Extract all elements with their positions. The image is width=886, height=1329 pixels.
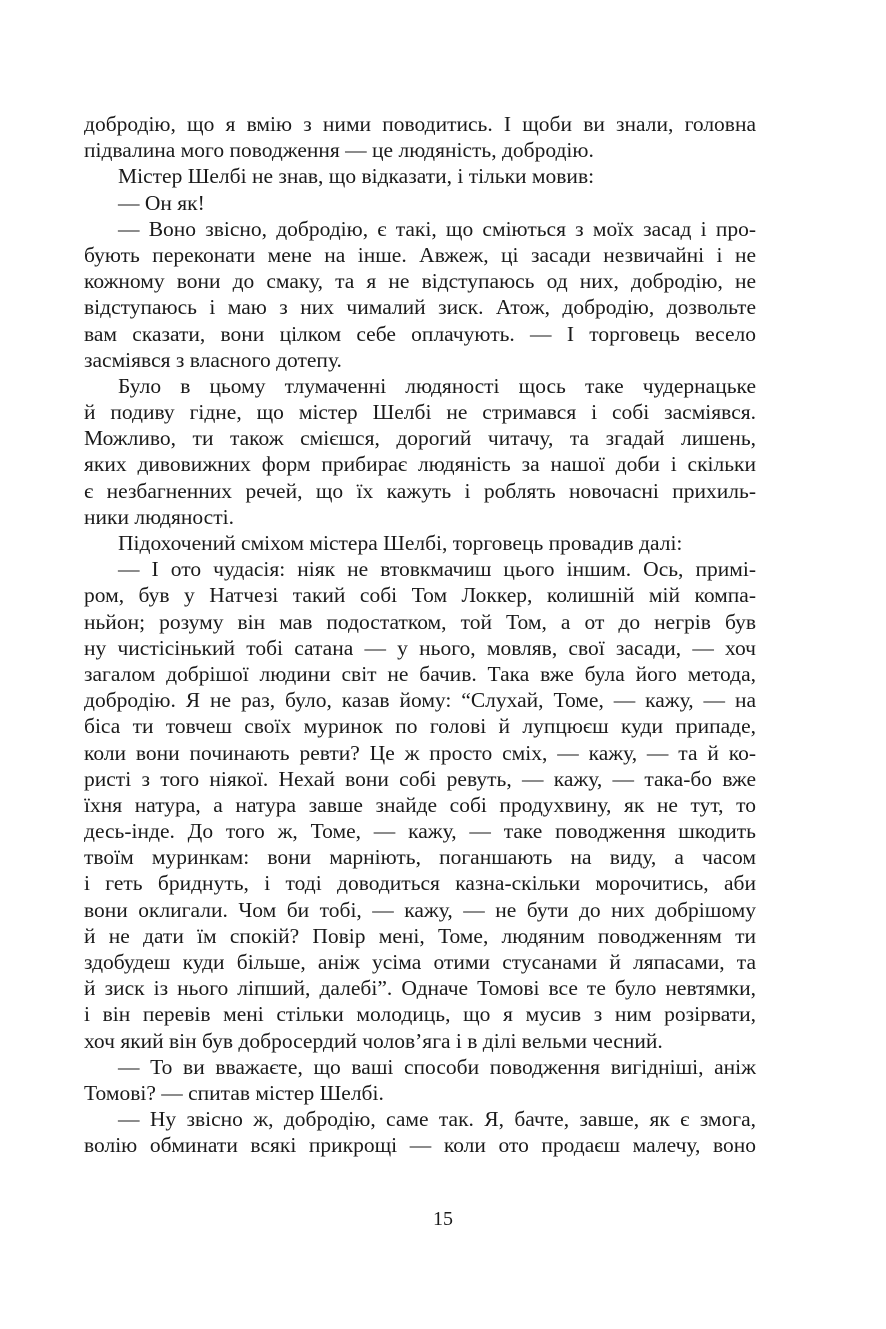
text-line: біса ти товчеш своїх муринок по голові й лупцюєш куди припаде, [84, 714, 756, 739]
text-line: яких дивовижних форм прибирає людяність за нашої доби і скільки [84, 452, 756, 477]
text-line: волію обминати всякі прикрощі — коли ото продаєш малечу, воно [84, 1133, 756, 1158]
text-line: ристі з того ніякої. Нехай вони собі ревуть, — кажу, — така-бо вже [84, 766, 756, 791]
text-line: засміявся з власного дотепу. [84, 347, 342, 372]
text-line: ром, був у Натчезі такий собі Том Локкер, колишній мій компа- [84, 583, 756, 608]
text-line: Можливо, ти також смієшся, дорогий читачу, та згадай лишень, [84, 426, 756, 451]
text-line: є незбагненних речей, що їх кажуть і роблять новочасні прихиль- [84, 478, 756, 503]
text-line: Було в цьому тлумаченні людяності щось таке чудернацьке [118, 373, 756, 398]
text-line: й подиву гідне, що містер Шелбі не стримався і собі засміявся. [84, 400, 756, 425]
text-line: підвалина мого поводження — це людяність, добродію. [84, 138, 594, 163]
text-line: — Воно звісно, добродію, є такі, що сміються з моїх засад і про- [118, 216, 756, 241]
text-line: Томові? — спитав містер Шелбі. [84, 1080, 384, 1105]
text-line: десь-інде. До того ж, Томе, — кажу, — таке поводження шкодить [84, 819, 756, 844]
text-line: відступаюсь і маю з них чималий зиск. Атож, добродію, дозвольте [84, 295, 756, 320]
text-line: й зиск із нього ліпший, далебі”. Одначе Томові все те було невтямки, [84, 976, 756, 1001]
text-line: — І ото чудасія: ніяк не втовкмачиш цього іншим. Ось, примі- [118, 557, 756, 582]
text-line: й не дати їм спокій? Повір мені, Томе, людяним поводженням ти [84, 923, 756, 948]
text-line: ники людяності. [84, 504, 234, 529]
text-line: Містер Шелбі не знав, що відказати, і тільки мовив: [118, 164, 595, 189]
text-line: їхня натура, а натура завше знайде собі продухвину, як не тут, то [84, 792, 756, 817]
text-line: добродію, що я вмію з ними поводитись. І щоби ви знали, головна [84, 112, 756, 136]
text-line: загалом добрішої людини світ не бачив. Така вже була його метода, [84, 661, 756, 686]
text-line: і геть бриднуть, і тоді доводиться казна-скільки морочитись, аби [84, 871, 756, 896]
page-number: 15 [433, 1208, 453, 1230]
text-line: коли вони починають ревти? Це ж просто сміх, — кажу, — та й ко- [84, 740, 756, 765]
text-line: кожному вони до смаку, та я не відступаюсь од них, добродію, не [84, 269, 756, 294]
text-line: ньйон; розуму він мав подостатком, той Том, а от до негрів був [84, 609, 756, 634]
text-line: — Он як! [118, 190, 205, 215]
text-line: твоїм муринкам: вони марніють, поганшають на виду, а часом [84, 845, 756, 870]
page-body [84, 111, 756, 1159]
text-line: — То ви вважаєте, що ваші способи поводження вигідніші, аніж [118, 1054, 756, 1079]
text-line: здобудеш куди більше, аніж усіма отими стусанами й ляпасами, та [84, 950, 756, 974]
text-line: Підохочений сміхом містера Шелбі, торговець провадив далі: [118, 531, 683, 555]
text-line: — Ну звісно ж, добродію, саме так. Я, бачте, завше, як є змога, [118, 1107, 756, 1132]
text-line: і він перевів мені стільки молодиць, що я мусив з ним розірвати, [84, 1002, 756, 1027]
text-line: бують переконати мене на інше. Авжеж, ці засади незвичайні і не [84, 242, 756, 267]
text-line: вам сказати, вони цілком себе оплачують. — І торговець весело [84, 321, 756, 346]
text-line: добродію. Я не раз, було, казав йому: “Слухай, Томе, — кажу, — на [84, 688, 756, 713]
text-line: хоч який він був добросердий чолов’яга і в ділі вельми чесний. [84, 1028, 663, 1053]
text-line: вони оклигали. Чом би тобі, — кажу, — не бути до них добрішому [84, 897, 756, 922]
text-line: ну чистісінький тобі сатана — у нього, мовляв, свої засади, — хоч [84, 635, 756, 660]
